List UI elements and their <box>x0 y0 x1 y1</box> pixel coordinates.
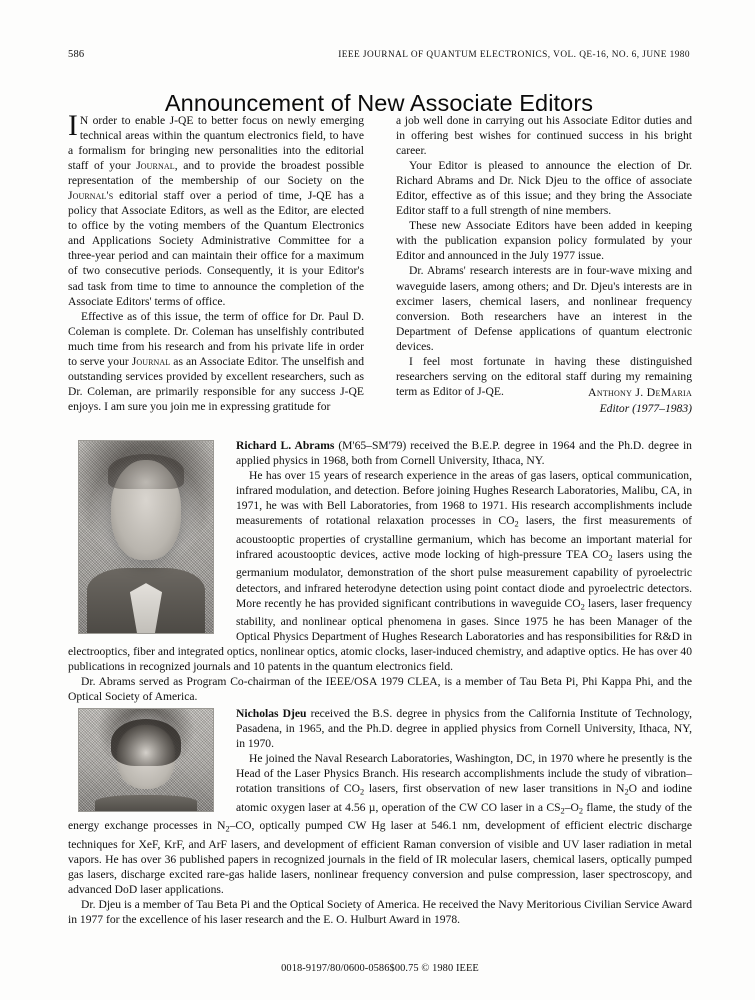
editorial-body <box>68 110 692 423</box>
subscript-n2-b: 2 <box>225 824 230 834</box>
paragraph-1-text-b: , and to provide the broadest possible representation of the membership of our Society on the <box>68 159 365 188</box>
running-head <box>68 48 690 62</box>
journal-smallcaps-3: Journal <box>131 354 171 368</box>
editorial-paragraph-4: These new Associate Editors have been added in keeping with the publication expansion policy formulated by your Editor and announced in the July 1977 issue. <box>396 219 692 263</box>
biography-abrams-tail <box>68 674 692 704</box>
subscript-n2: 2 <box>624 787 629 797</box>
subscript-co2-b: 2 <box>608 553 613 563</box>
abrams-paragraph-3: Dr. Abrams served as Program Co-chairman of the IEEE/OSA 1979 CLEA, is a member of Tau Beta Pi, Phi Kappa Phi, and the Optical Society of America. <box>68 675 692 704</box>
portrait-hair <box>108 454 183 489</box>
portrait-richard-abrams <box>78 440 214 634</box>
abrams-p2-a: He has over 15 years of research experience in the areas of gas lasers, optical communication, infrared modulation, and detection. Before joining Hughes Research Laboratories, Malibu, CA, in 1971, he was with Bell Laboratories, from 1968 to 1971. His research accomplishments include measurements of rotational relaxation processes in CO <box>236 469 692 528</box>
abrams-paragraph-1-text: received the B.E.P. degree in 1964 and the Ph.D. degree in applied physics in 1968, both from Cornell University, Ithaca, NY. <box>236 439 692 468</box>
journal-smallcaps-2: Journal's <box>68 189 114 203</box>
biography-abrams <box>68 438 692 705</box>
paragraph-2-text-a: Effective as of this issue, the term of office for Dr. Paul D. Coleman is complete. Dr. Coleman has unselfishly contributed much time from his research and from his private life in order to serve your <box>68 309 364 368</box>
portrait-torso <box>95 795 197 811</box>
paragraph-1-text-c: editorial staff over a period of time, J-QE has a policy that Associate Editors, as well as the Editor, are elected to office by the voting members of the Quantum Electronics and Applications Society Administrative Committee for a three-year period and can maintain their office for a maximum of two consecutive periods. Consequently, it is your Editor's sad task from time to time to announce the completion of the Associate Editors' terms of office. <box>68 189 364 308</box>
paragraph-2-text-b: as an Associate Editor. The unselfish and outstanding services provided by excellent researchers, such as Dr. Coleman, are primarily responsible for any success J-QE enjoys. I am sure you join me in expressing gratitude for <box>68 354 364 413</box>
subscript-cs2: 2 <box>560 806 565 816</box>
editorial-column-left <box>68 110 365 414</box>
page-folio: 586 <box>68 49 85 60</box>
portrait-hair <box>111 719 181 766</box>
abrams-p2-b: lasers, the first measurements of acoustooptic properties of crystalline germanium, which has become an important material for infrared acoustooptic devices, active mode locking of high-pressure TEA CO <box>236 514 692 561</box>
footer-publication-code: 0018-9197/80/0600-0586$00.75 © 1980 IEEE <box>281 963 479 974</box>
journal-citation-line: IEEE JOURNAL OF QUANTUM ELECTRONICS, VOL. QE-16, NO. 6, JUNE 1980 <box>338 50 690 60</box>
djeu-p2-a: He joined the Naval Research Laboratories, Washington, DC, in 1970 where he presently is the Head of the Laser Physics Branch. His research accomplishments include the study of vibration–rotation transitions of CO <box>236 752 692 796</box>
djeu-p2-b: lasers, first observation of new laser transitions in N <box>364 782 625 796</box>
abrams-credentials: (M'65–SM'79) <box>338 439 407 452</box>
subscript-o2: 2 <box>578 806 584 816</box>
subscript-co2-c: 2 <box>580 601 585 611</box>
subscript-co2: 2 <box>360 787 365 797</box>
djeu-p2-b2: O and iodine atomic oxygen laser at 4.56 µ, operation of the CW CO laser in a CS <box>236 782 693 814</box>
editor-name: Anthony J. DeMaria <box>587 385 692 399</box>
editorial-paragraph-2 <box>68 309 364 414</box>
editor-role: Editor (1977–1983) <box>599 401 692 415</box>
article-title: Announcement of New Associate Editors <box>164 89 594 116</box>
portrait-nicholas-djeu <box>78 708 214 812</box>
djeu-p2-c: flame, the study of the energy exchange processes in N <box>68 800 692 833</box>
editorial-column-right <box>396 113 692 399</box>
djeu-name: Nicholas Djeu <box>236 707 307 720</box>
drop-cap-letter: I <box>68 110 78 142</box>
djeu-paragraph-1-text: received the B.S. degree in physics from the California Institute of Technology, Pasadena, in 1965, and the Ph.D. degree in applied physics from Cornell University, Ithaca, NY, in 1970. <box>236 707 693 751</box>
editor-signature <box>396 385 692 416</box>
paragraph-1-text-a: N order to enable J-QE to better focus on newly emerging technical areas within the quantum electronics field, to have a formalism for bringing new personalities into the editorial staff of your <box>68 114 364 173</box>
journal-smallcaps-1: Journal <box>136 159 175 173</box>
editorial-paragraph-1 <box>68 110 365 309</box>
abrams-p2-c: lasers using the germanium modulator, demonstration of the short pulse measurement capability of pyroelectric detectors, and infrared heterodyne detection using point contact diode and pyroelectric detectors. More recently he has provided significant contributions in waveguide CO <box>236 547 692 610</box>
editorial-paragraph-6: I feel most fortunate in having these distinguished researchers serving on the editoral staff during my remaining term as Editor of J-QE. <box>396 354 692 398</box>
djeu-paragraph-3: Dr. Djeu is a member of Tau Beta Pi and the Optical Society of America. He received the Navy Meritorious Civilian Service Award in 1977 for the excellence of his laser research and the E. O. Hulburt Award in 1978. <box>68 898 692 927</box>
biography-djeu <box>68 706 692 927</box>
abrams-name: Richard L. Abrams <box>236 439 335 452</box>
editorial-paragraph-3: Your Editor is pleased to announce the election of Dr. Richard Abrams and Dr. Nick Djeu to the office of associate Editor, effective as of this issue; and they bring the Associate Editor staff to a full strength of nine members. <box>396 159 692 218</box>
editorial-paragraph-5: Dr. Abrams' research interests are in four-wave mixing and waveguide lasers, among others; and Dr. Djeu's interests are in excimer lasers, chemical lasers, and nonlinear frequency conversion. Both researchers have an interest in the Department of Defense applications of quantum electronic devices. <box>396 264 692 353</box>
editorial-paragraph-2-continued: a job well done in carrying out his Associate Editor duties and in offering best wishes for continued success in his bright career. <box>396 114 692 158</box>
djeu-p2-c2: –CO, optically pumped CW Hg laser at 546.1 nm, development of efficient electric discharge techniques for XeF, KrF, and ArF lasers, and development of efficient Raman conversion of visible and UV laser radiation in metal vapors. He has over 36 published papers in recognized journals in the field of IR molecular lasers, chemical lasers, optically pumped gas lasers, discharge excited rare-gas halide lasers, nonlinear frequency conversion and pulse compression, laser spectroscopy, and advanced DoD laser applications. <box>68 819 692 897</box>
subscript-co2-a: 2 <box>514 519 519 529</box>
abrams-p2-d: lasers, laser frequency stability, and nonlinear optical phenomena in gases. Since 1975 he has been Manager of the Optical Physics Department of Hughes Research Laboratories and has responsibilities for R&D in electrooptics, fiber and integrated optics, nonlinear optics, atomic clocks, laser-induced chemistry, and adaptive optics. He has over 40 publications in recognized journals and 10 patents in the quantum electronics field. <box>68 596 693 674</box>
biography-djeu-tail <box>68 897 692 927</box>
djeu-p2-b3: –O <box>564 800 579 814</box>
